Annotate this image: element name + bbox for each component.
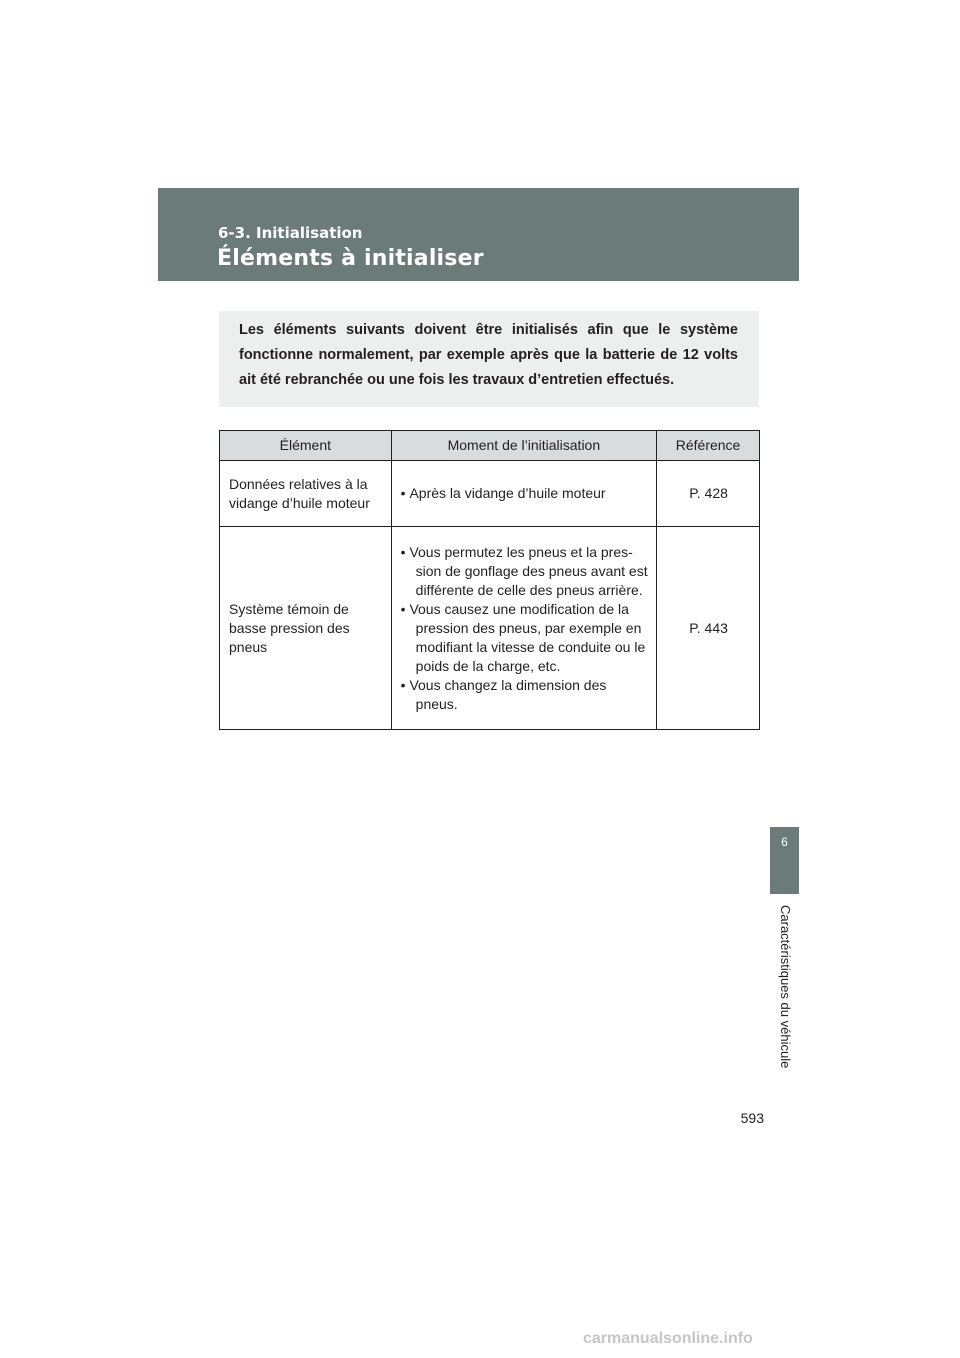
- column-header-item: Élément: [220, 431, 392, 461]
- timing-list: [401, 484, 648, 503]
- intro-box: [219, 311, 759, 407]
- cell-timing: [391, 527, 656, 730]
- table-header-row: [220, 431, 760, 461]
- page-number: 593: [740, 1110, 764, 1126]
- intro-text: Les éléments suivants doivent être initialisés afin que le système fonctionne normalement, par exemple après que la batterie de 12 volts ait été rebranchée ou une fois les travaux d’entretien effectués.: [239, 322, 738, 388]
- cell-item: Système témoin de basse pression des pneus: [220, 527, 392, 730]
- page-title: Éléments à initialiser: [217, 246, 484, 271]
- watermark: carmanualsonline.info: [583, 1330, 753, 1347]
- table-row: [220, 461, 760, 527]
- page-header: [158, 188, 799, 281]
- initialization-table: [219, 430, 760, 730]
- chapter-number: 6: [781, 835, 788, 849]
- list-item: • Vous causez une modification de la pression des pneus, par exemple en modifiant la vitesse de conduite ou le poids de la charge, etc.: [401, 600, 652, 676]
- section-label: 6-3. Initialisation: [218, 224, 363, 242]
- column-header-reference: Référence: [657, 431, 760, 461]
- cell-timing: [391, 461, 656, 527]
- chapter-tab: [770, 827, 799, 894]
- table-row: [220, 527, 760, 730]
- list-item: • Vous changez la dimension des pneus.: [401, 676, 652, 714]
- list-item: • Vous permutez les pneus et la pres-sion de gonflage des pneus avant est différente de celle des pneus arrière.: [401, 543, 652, 600]
- timing-list: [401, 543, 652, 714]
- column-header-timing: Moment de l’initialisation: [391, 431, 656, 461]
- list-item: • Après la vidange d’huile moteur: [401, 484, 648, 503]
- chapter-label: Caractéristiques du véhicule: [778, 905, 793, 1069]
- cell-reference: P. 443: [657, 527, 760, 730]
- cell-item: Données relatives à la vidange d’huile moteur: [220, 461, 392, 527]
- cell-reference: P. 428: [657, 461, 760, 527]
